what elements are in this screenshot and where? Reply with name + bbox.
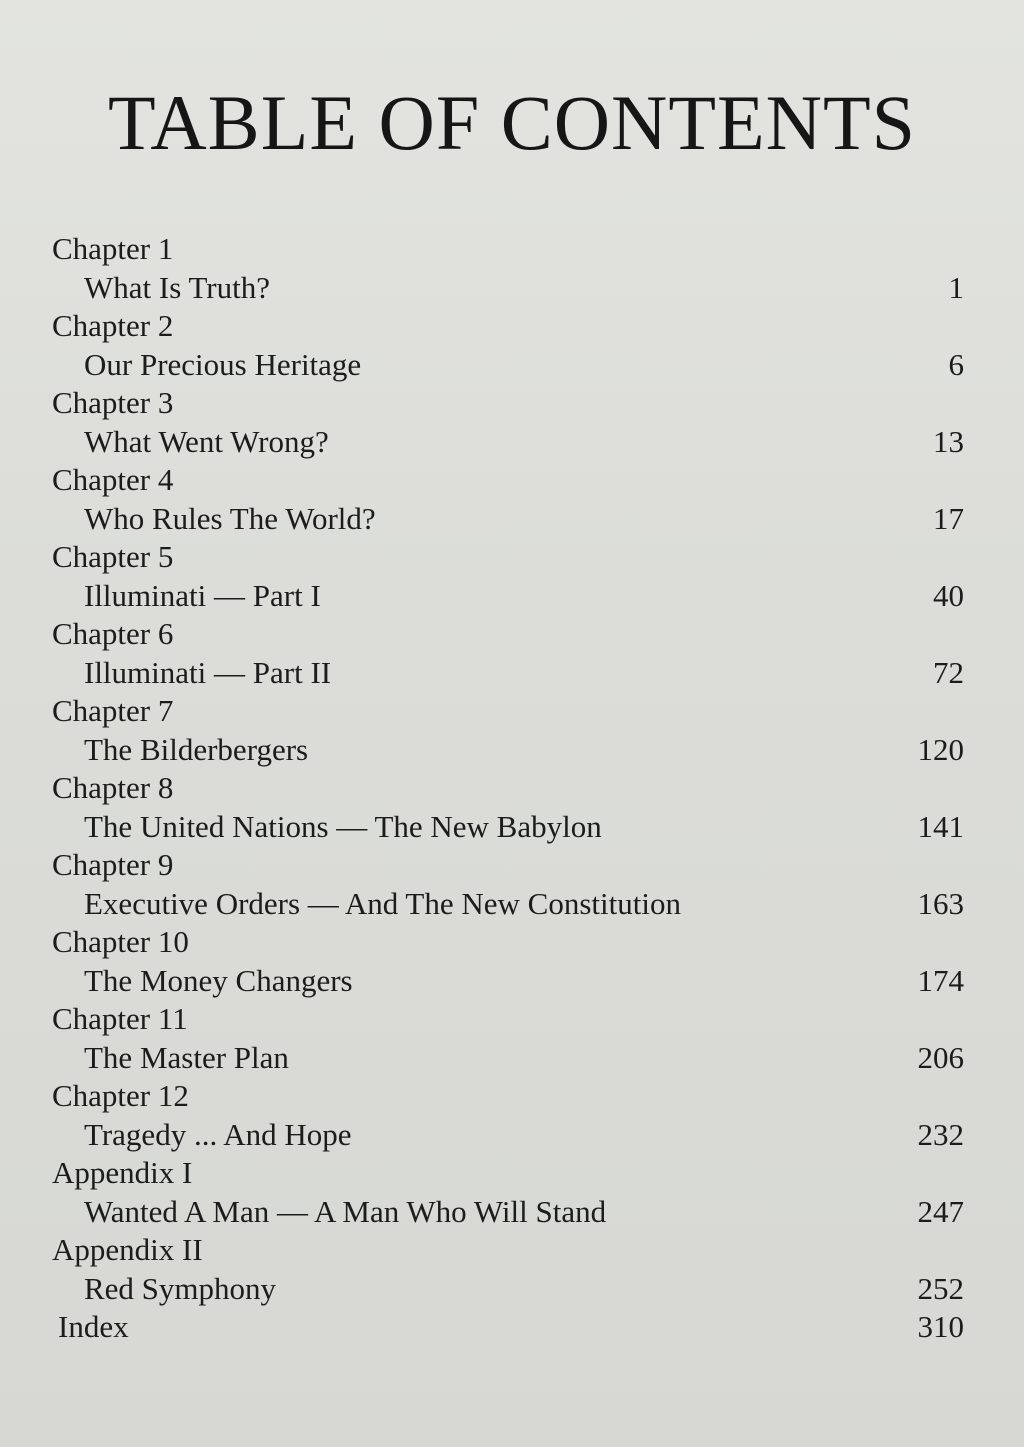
entry-page-number: 13 <box>933 423 964 459</box>
toc-entry <box>52 654 964 693</box>
entry-page-number: 232 <box>917 1116 964 1152</box>
entry-page-number: 252 <box>917 1270 964 1306</box>
chapter-label: Chapter 3 <box>52 385 174 420</box>
entry-title: Illuminati — Part II <box>84 654 332 690</box>
entry-title: Red Symphony <box>84 1270 277 1306</box>
appendix-heading <box>52 1231 964 1270</box>
table-of-contents <box>52 230 964 1347</box>
chapter-label: Chapter 2 <box>52 308 174 343</box>
chapter-label: Chapter 8 <box>52 770 174 805</box>
chapter-heading <box>52 615 964 654</box>
entry-page-number: 72 <box>933 654 964 690</box>
entry-page-number: 206 <box>917 1039 964 1075</box>
entry-title: What Went Wrong? <box>84 423 329 459</box>
toc-entry <box>52 346 964 385</box>
toc-entry <box>52 1116 964 1155</box>
chapter-heading <box>52 384 964 423</box>
entry-page-number: 6 <box>948 346 964 382</box>
chapter-heading <box>52 230 964 269</box>
chapter-label: Chapter 7 <box>52 693 174 728</box>
chapter-label: Chapter 6 <box>52 616 174 651</box>
entry-title: Our Precious Heritage <box>84 346 362 382</box>
chapter-heading <box>52 923 964 962</box>
chapter-label: Chapter 9 <box>52 847 174 882</box>
chapter-heading <box>52 461 964 500</box>
chapter-heading <box>52 692 964 731</box>
entry-page-number: 17 <box>933 500 964 536</box>
index-entry <box>52 1308 964 1347</box>
page-title: TABLE OF CONTENTS <box>107 79 917 166</box>
index-label: Index <box>58 1309 129 1344</box>
toc-entry <box>52 1270 964 1309</box>
entry-title: Who Rules The World? <box>84 500 376 536</box>
toc-entry <box>52 500 964 539</box>
toc-entry <box>52 423 964 462</box>
entry-title: The Master Plan <box>84 1039 289 1075</box>
chapter-label: Chapter 11 <box>52 1001 188 1036</box>
toc-entry <box>52 269 964 308</box>
entry-title: The Money Changers <box>84 962 353 998</box>
toc-entry <box>52 577 964 616</box>
appendix-heading <box>52 1154 964 1193</box>
chapter-label: Chapter 4 <box>52 462 174 497</box>
entry-title: What Is Truth? <box>84 269 270 305</box>
entry-page-number: 120 <box>917 731 964 767</box>
chapter-heading <box>52 1000 964 1039</box>
toc-entry <box>52 1039 964 1078</box>
chapter-heading <box>52 307 964 346</box>
index-page-number: 310 <box>917 1309 964 1344</box>
toc-entry <box>52 962 964 1001</box>
toc-entry <box>52 1193 964 1232</box>
chapter-label: Chapter 12 <box>52 1078 189 1113</box>
entry-page-number: 1 <box>948 269 964 305</box>
toc-entry <box>52 885 964 924</box>
entry-title: Wanted A Man — A Man Who Will Stand <box>84 1193 607 1229</box>
entry-page-number: 40 <box>933 577 964 613</box>
toc-entry <box>52 731 964 770</box>
chapter-label: Chapter 5 <box>52 539 174 574</box>
entry-title: Executive Orders — And The New Constitution <box>84 885 681 921</box>
entry-page-number: 163 <box>917 885 964 921</box>
chapter-heading <box>52 769 964 808</box>
toc-entry <box>52 808 964 847</box>
entry-page-number: 174 <box>917 962 964 998</box>
entry-title: The Bilderbergers <box>84 731 309 767</box>
entry-title: Tragedy ... And Hope <box>84 1116 352 1152</box>
chapter-label: Chapter 10 <box>52 924 189 959</box>
entry-title: The United Nations — The New Babylon <box>84 808 602 844</box>
chapter-heading <box>52 538 964 577</box>
appendix-label: Appendix II <box>52 1232 203 1267</box>
entry-page-number: 141 <box>917 808 964 844</box>
chapter-label: Chapter 1 <box>52 231 174 266</box>
appendix-label: Appendix I <box>52 1155 193 1190</box>
chapter-heading <box>52 1077 964 1116</box>
entry-title: Illuminati — Part I <box>84 577 321 613</box>
chapter-heading <box>52 846 964 885</box>
entry-page-number: 247 <box>917 1193 964 1229</box>
